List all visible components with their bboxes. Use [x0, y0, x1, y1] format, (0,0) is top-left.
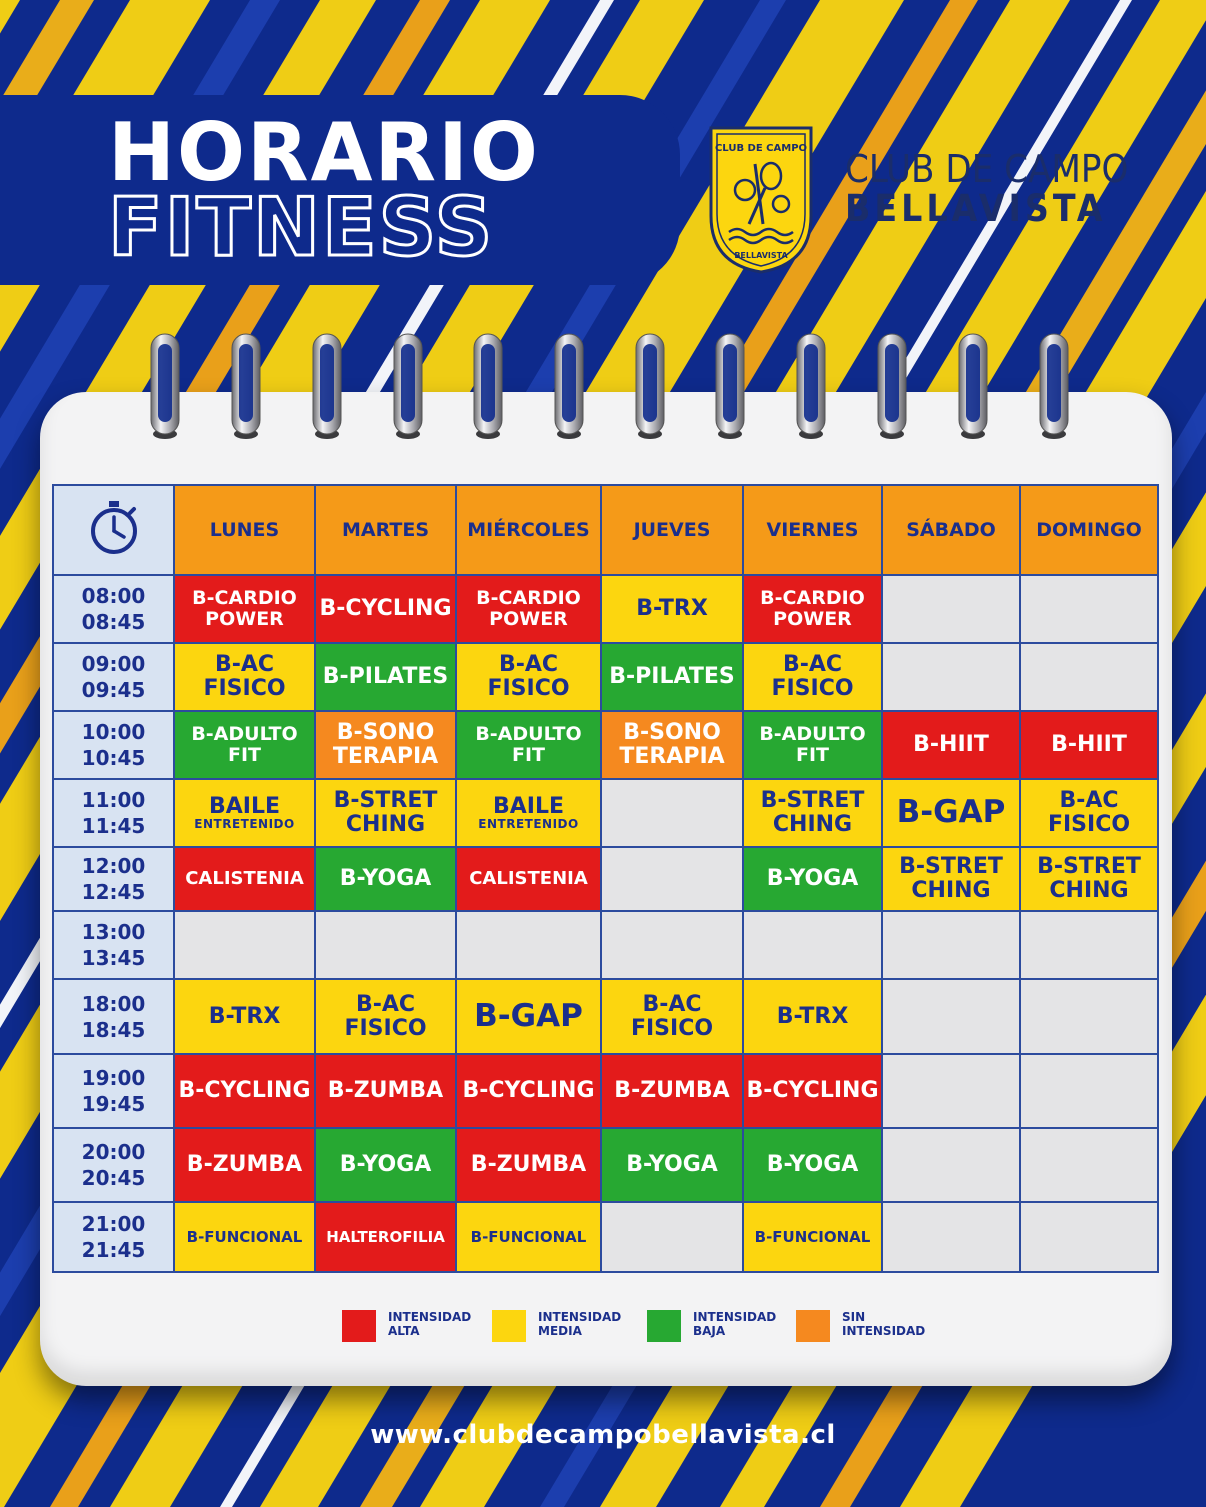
class-slot [174, 643, 315, 711]
binder-ring [632, 330, 668, 440]
header-row [53, 485, 1158, 575]
class-name-line2: FIT [227, 744, 261, 766]
class-slot [315, 779, 456, 847]
empty-slot [601, 779, 743, 847]
class-slot [174, 979, 315, 1054]
empty-slot [882, 1128, 1020, 1202]
class-name: B-CYCLING [319, 596, 452, 622]
class-slot [315, 643, 456, 711]
time-start: 08:00 [81, 584, 146, 608]
class-slot [456, 1054, 601, 1128]
class-name-line2: TERAPIA [619, 744, 725, 769]
class-name-line2: POWER [773, 608, 852, 630]
empty-slot [1020, 1128, 1158, 1202]
class-name: B-HIIT [913, 732, 989, 758]
class-name: HALTEROFILIA [326, 1227, 445, 1246]
empty-slot [456, 911, 601, 979]
schedule-row [53, 847, 1158, 911]
class-subtitle: ENTRETENIDO [478, 817, 579, 832]
class-slot [315, 847, 456, 911]
class-slot [882, 711, 1020, 779]
class-slot [315, 979, 456, 1054]
day-header-1: LUNES [174, 485, 315, 575]
empty-slot [882, 643, 1020, 711]
legend-label: INTENSIDAD BAJA [693, 1310, 777, 1338]
class-name-line2: FISICO [487, 676, 570, 701]
class-name: B-YOGA [339, 1152, 432, 1178]
empty-slot [1020, 643, 1158, 711]
class-name-line2: TERAPIA [332, 744, 439, 769]
brand-line-1: CLUB DE CAMPO [845, 147, 1129, 191]
class-slot [743, 711, 882, 779]
page-title-fitness: FITNESS [108, 181, 495, 274]
binder-ring [147, 330, 183, 440]
class-slot [601, 643, 743, 711]
class-name: B-CYCLING [462, 1078, 595, 1104]
class-name: B-YOGA [766, 1152, 859, 1178]
class-name: B-AC [214, 652, 275, 678]
time-slot [53, 1054, 174, 1128]
class-slot [456, 643, 601, 711]
time-end: 12:45 [81, 880, 146, 904]
time-slot [53, 847, 174, 911]
class-slot [743, 1128, 882, 1202]
empty-slot [174, 911, 315, 979]
schedule-row [53, 779, 1158, 847]
class-slot [601, 711, 743, 779]
class-name: B-CARDIO [192, 587, 297, 610]
class-slot [743, 1202, 882, 1272]
schedule-row [53, 979, 1158, 1054]
class-slot [882, 779, 1020, 847]
class-slot [601, 575, 743, 643]
stopwatch-icon [84, 498, 144, 558]
binder-ring [551, 330, 587, 440]
class-slot [174, 1128, 315, 1202]
binder-ring [712, 330, 748, 440]
legend-label: INTENSIDAD MEDIA [538, 1310, 622, 1338]
empty-slot [882, 575, 1020, 643]
class-name: B-AC [498, 652, 559, 678]
class-name-line2: FISICO [771, 676, 854, 701]
time-end: 08:45 [81, 610, 146, 634]
class-slot [456, 1128, 601, 1202]
schedule-table [52, 484, 1159, 1273]
day-header-5: VIERNES [743, 485, 882, 575]
empty-slot [882, 1054, 1020, 1128]
empty-slot [1020, 575, 1158, 643]
class-name-line2: FISICO [203, 676, 286, 701]
legend-swatch [647, 1310, 681, 1342]
class-slot [315, 1054, 456, 1128]
time-end: 20:45 [81, 1166, 146, 1190]
class-name-line2: FISICO [1047, 812, 1131, 837]
class-slot [456, 1202, 601, 1272]
class-slot [315, 711, 456, 779]
day-header-6: SÁBADO [882, 485, 1020, 575]
class-slot [456, 711, 601, 779]
empty-slot [882, 1202, 1020, 1272]
class-name: B-ZUMBA [186, 1152, 303, 1178]
class-subtitle: ENTRETENIDO [194, 817, 295, 832]
empty-slot [601, 911, 743, 979]
class-slot [743, 847, 882, 911]
time-end: 19:45 [81, 1092, 146, 1116]
class-name: B-ADULTO [759, 723, 866, 746]
class-slot [456, 779, 601, 847]
class-name: BAILE [492, 793, 565, 819]
class-slot [174, 779, 315, 847]
class-name: B-CARDIO [476, 587, 581, 610]
class-name: B-FUNCIONAL [470, 1227, 587, 1246]
class-slot [743, 1054, 882, 1128]
empty-slot [882, 911, 1020, 979]
day-header-4: JUEVES [601, 485, 743, 575]
class-name: B-ADULTO [475, 723, 582, 746]
class-name: B-SONO [336, 720, 435, 746]
class-slot [601, 979, 743, 1054]
schedule-row [53, 1054, 1158, 1128]
class-slot [743, 779, 882, 847]
class-name-line2: FISICO [344, 1015, 427, 1041]
class-name-line2: FISICO [630, 1015, 714, 1041]
class-name: B-TRX [636, 596, 708, 622]
time-end: 11:45 [81, 814, 146, 838]
legend-label: SIN INTENSIDAD [842, 1310, 926, 1338]
time-end: 21:45 [81, 1238, 146, 1262]
class-name: B-GAP [474, 997, 583, 1034]
empty-slot [1020, 1202, 1158, 1272]
class-slot [456, 575, 601, 643]
class-name: B-CARDIO [760, 587, 865, 610]
empty-slot [315, 911, 456, 979]
class-name: B-FUNCIONAL [754, 1227, 871, 1246]
class-slot [174, 1202, 315, 1272]
page-title-horario: HORARIO [108, 106, 540, 199]
class-name-line2: CHING [345, 812, 426, 837]
class-name: B-ZUMBA [614, 1078, 730, 1104]
class-name-line2: CHING [772, 812, 853, 837]
empty-slot [743, 911, 882, 979]
class-name: B-FUNCIONAL [186, 1227, 303, 1246]
schedule-row [53, 911, 1158, 979]
time-slot [53, 979, 174, 1054]
binder-ring [1036, 330, 1072, 440]
class-slot [174, 1054, 315, 1128]
time-start: 18:00 [81, 991, 146, 1016]
class-slot [882, 847, 1020, 911]
time-slot [53, 911, 174, 979]
time-start: 09:00 [81, 652, 146, 676]
legend-swatch [796, 1310, 830, 1342]
schedule-row [53, 643, 1158, 711]
class-slot [315, 1202, 456, 1272]
schedule-row [53, 575, 1158, 643]
binder-ring [228, 330, 264, 440]
class-name: B-TRX [208, 1003, 281, 1029]
binder-ring [470, 330, 506, 440]
class-name-line2: POWER [489, 608, 568, 630]
class-slot [174, 711, 315, 779]
binder-ring [955, 330, 991, 440]
class-name-line2: CHING [1049, 878, 1129, 903]
clock-header-cell [53, 485, 174, 575]
schedule-row [53, 1202, 1158, 1272]
class-slot [601, 1054, 743, 1128]
empty-slot [601, 847, 743, 911]
class-name: B-AC [355, 991, 416, 1017]
brand-line-2: BELLAVISTA [845, 186, 1107, 230]
class-slot [1020, 711, 1158, 779]
class-name: B-STRET [333, 788, 438, 814]
class-name: B-PILATES [322, 664, 449, 690]
class-name-line2: FIT [795, 744, 829, 766]
logo-text-bottom: BELLAVISTA [734, 251, 788, 260]
empty-slot [882, 979, 1020, 1054]
class-slot [743, 979, 882, 1054]
empty-slot [1020, 911, 1158, 979]
class-name: B-CYCLING [746, 1078, 879, 1104]
class-slot [601, 1128, 743, 1202]
time-slot [53, 575, 174, 643]
logo-text-top: CLUB DE CAMPO [714, 143, 808, 154]
class-name-line2: CHING [911, 878, 991, 903]
brand-name [845, 147, 1129, 230]
time-start: 12:00 [81, 854, 146, 878]
class-name: B-YOGA [766, 866, 859, 892]
class-slot [1020, 847, 1158, 911]
class-slot [315, 575, 456, 643]
empty-slot [1020, 979, 1158, 1054]
time-end: 10:45 [81, 746, 146, 770]
time-slot [53, 1128, 174, 1202]
empty-slot [1020, 1054, 1158, 1128]
class-name: B-AC [642, 991, 702, 1017]
time-start: 11:00 [81, 788, 146, 812]
time-slot [53, 643, 174, 711]
time-slot [53, 711, 174, 779]
legend-label: INTENSIDAD ALTA [388, 1310, 472, 1338]
legend-swatch [492, 1310, 526, 1342]
class-name: B-ZUMBA [327, 1078, 444, 1104]
time-start: 10:00 [81, 720, 146, 744]
class-name: B-AC [1059, 788, 1119, 814]
class-name: B-CYCLING [178, 1078, 311, 1104]
legend-swatch [342, 1310, 376, 1342]
class-name: B-YOGA [339, 866, 432, 892]
time-start: 20:00 [81, 1140, 146, 1164]
class-slot [1020, 779, 1158, 847]
class-name: B-YOGA [626, 1152, 718, 1178]
class-name: BAILE [208, 793, 281, 819]
time-start: 13:00 [81, 920, 146, 944]
binder-ring [793, 330, 829, 440]
time-end: 18:45 [81, 1017, 146, 1042]
class-name: CALISTENIA [469, 868, 588, 890]
day-header-2: MARTES [315, 485, 456, 575]
binder-ring [874, 330, 910, 440]
class-slot [174, 847, 315, 911]
class-slot [743, 643, 882, 711]
time-start: 19:00 [81, 1066, 146, 1090]
class-name: B-TRX [776, 1003, 849, 1029]
class-name: B-SONO [623, 720, 721, 746]
class-name: CALISTENIA [185, 868, 304, 890]
class-name: B-HIIT [1051, 732, 1127, 758]
time-slot [53, 1202, 174, 1272]
time-start: 21:00 [81, 1212, 146, 1236]
schedule-row [53, 711, 1158, 779]
class-name-line2: POWER [205, 608, 284, 630]
class-name: B-STRET [1037, 854, 1141, 880]
class-name: B-STRET [760, 788, 865, 814]
binder-ring [390, 330, 426, 440]
class-slot [315, 1128, 456, 1202]
class-slot [743, 575, 882, 643]
day-header-3: MIÉRCOLES [456, 485, 601, 575]
empty-slot [601, 1202, 743, 1272]
class-name: B-PILATES [609, 664, 735, 690]
club-logo [705, 124, 817, 276]
class-name: B-GAP [896, 794, 1006, 831]
time-end: 13:45 [81, 946, 146, 970]
class-name: B-STRET [899, 854, 1003, 880]
class-name-line2: FIT [511, 744, 545, 766]
class-name: B-ADULTO [191, 723, 298, 746]
class-slot [174, 575, 315, 643]
class-name: B-ZUMBA [470, 1152, 587, 1178]
binder-ring [309, 330, 345, 440]
class-slot [456, 979, 601, 1054]
time-slot [53, 779, 174, 847]
schedule-row [53, 1128, 1158, 1202]
day-header-7: DOMINGO [1020, 485, 1158, 575]
website-url[interactable]: www.clubdecampobellavista.cl [370, 1420, 836, 1450]
class-name: B-AC [782, 652, 843, 678]
time-end: 09:45 [81, 678, 146, 702]
class-slot [456, 847, 601, 911]
